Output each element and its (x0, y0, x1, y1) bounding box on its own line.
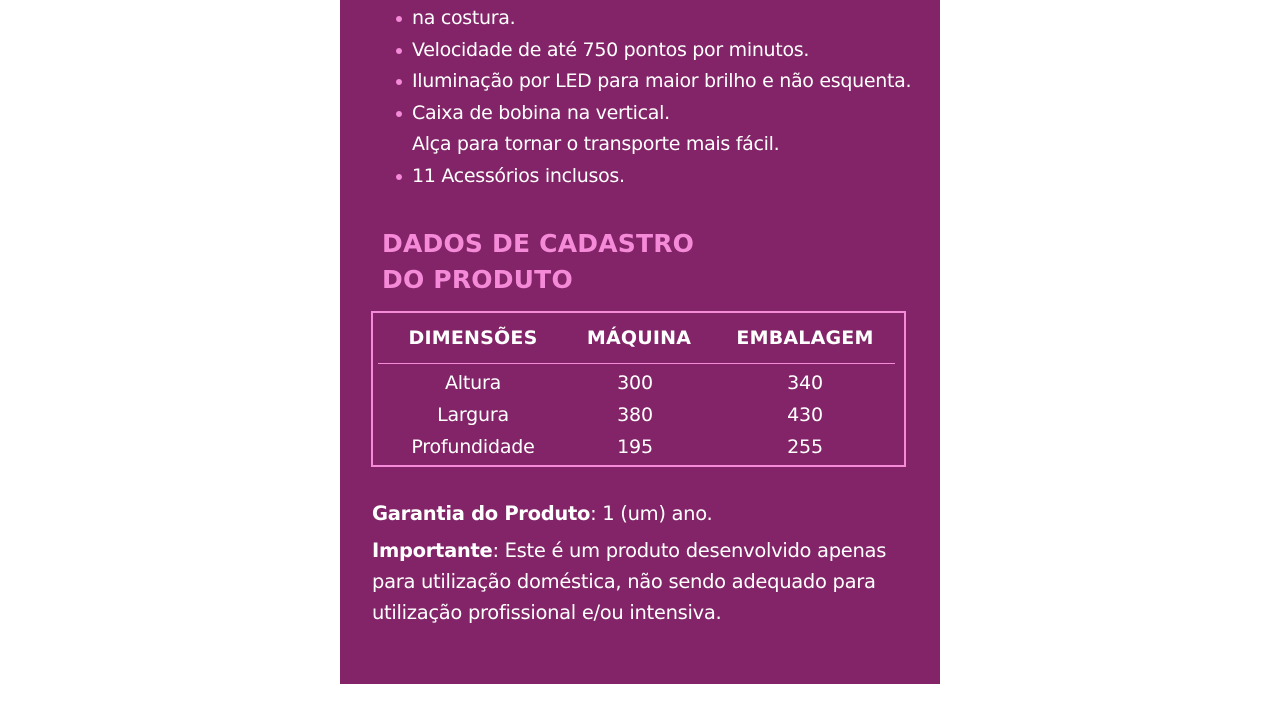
machine-depth: 195 (617, 436, 653, 458)
important-text: : Este é um produto desenvolvido apenas para utilização doméstica, não sendo adequado para utilização profissional e/ou intensiva. (372, 539, 887, 624)
feature-text: Alça para tornar o transporte mais fácil. (412, 133, 780, 156)
bullet-icon (396, 111, 402, 117)
feature-item (396, 3, 911, 35)
bullet-icon (396, 16, 402, 22)
feature-text: Caixa de bobina na vertical. (412, 101, 670, 124)
feature-item (396, 35, 911, 67)
product-info-panel (340, 0, 940, 684)
row-label-depth: Profundidade (411, 436, 535, 458)
feature-text: Iluminação por LED para maior brilho e não esquenta. (412, 70, 912, 93)
warranty-label: Garantia do Produto (372, 502, 591, 525)
column-header-dimensions: DIMENSÕES (408, 327, 538, 349)
packaging-height: 340 (787, 372, 823, 394)
section-title-line: DO PRODUTO (382, 265, 573, 294)
row-label-width: Largura (437, 404, 509, 426)
machine-height: 300 (617, 372, 653, 394)
header-divider (378, 363, 895, 364)
warranty-note (372, 498, 912, 529)
important-label: Importante (372, 539, 493, 562)
bullet-icon (396, 79, 402, 85)
important-note (372, 535, 912, 628)
packaging-depth: 255 (787, 436, 823, 458)
column-header-machine: MÁQUINA (586, 327, 692, 349)
feature-item (396, 161, 911, 193)
bullet-icon (396, 48, 402, 54)
machine-width: 380 (617, 404, 653, 426)
section-title (382, 226, 694, 298)
feature-text: na costura. (412, 7, 516, 29)
feature-item (396, 98, 911, 130)
bullet-icon (396, 174, 402, 180)
feature-text: Velocidade de até 750 pontos por minutos. (412, 38, 810, 61)
dimensions-table (371, 311, 906, 467)
packaging-width: 430 (787, 404, 823, 426)
row-label-height: Altura (444, 372, 502, 394)
feature-item (396, 129, 911, 161)
warranty-text: : 1 (um) ano. (590, 502, 713, 525)
feature-text: 11 Acessórios inclusos. (412, 164, 625, 187)
column-header-packaging: EMBALAGEM (736, 327, 874, 349)
product-notes (372, 498, 912, 628)
feature-item (396, 66, 911, 98)
section-title-line: DADOS DE CADASTRO (382, 229, 695, 258)
feature-list (396, 3, 911, 193)
